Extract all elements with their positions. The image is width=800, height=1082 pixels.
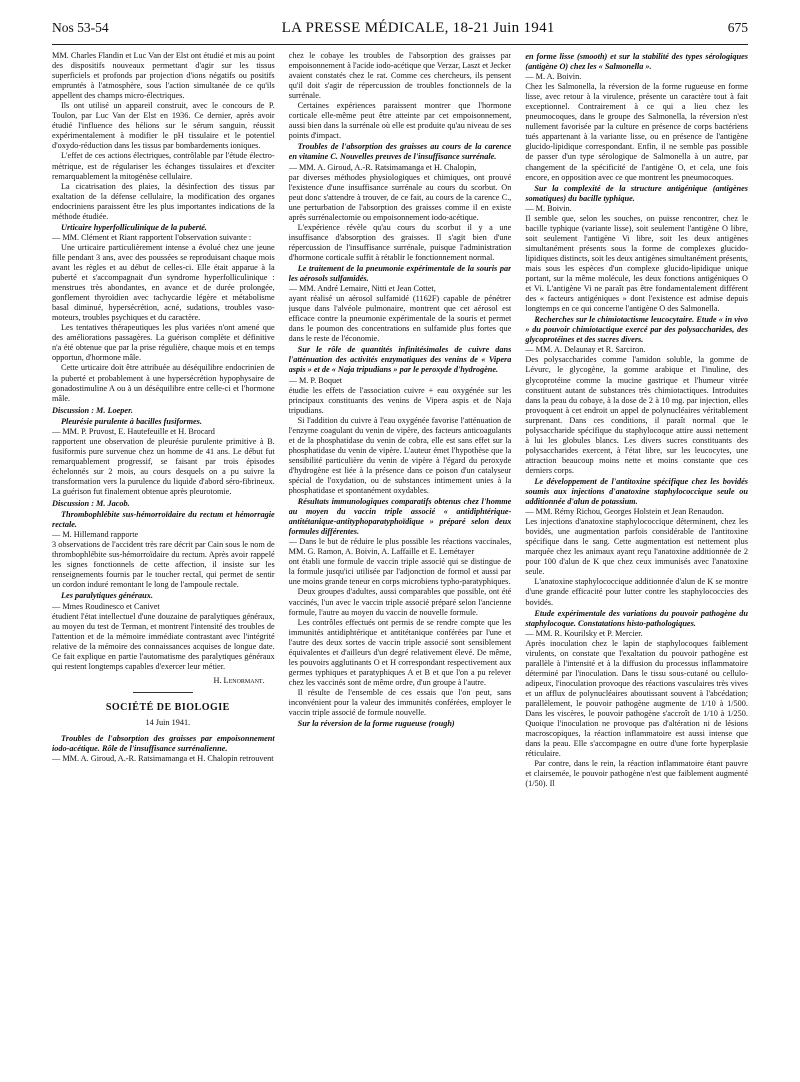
column-1 xyxy=(52,51,275,1074)
paragraph: Les contrôles effectués ont permis de se rendre compte que les immunités antidiphtérique et antitétanique conférées par l'une et l'autre des deux sortes de vaccin triple associé sont sensiblement équivalentes et d'ailleurs d'un degré relativement élevé. De même, les pouvoirs agglutinants O et H correspondant respectivement aux germes typhiques et paratyphiques A et B et que l'on a pu relever chez les vaccinés sont de même ordre, d'un groupe à l'autre. xyxy=(288,617,512,687)
section-authors: — MM. A. Delaunay et R. Sarciron. xyxy=(525,345,646,355)
section-authors: — MM. A. Giroud, A.-R. Ratsimamanga et H. Chalopin, xyxy=(288,162,477,172)
paragraph: chez le cobaye les troubles de l'absorption des graisses par empoisonnement à l'acide iodo-acétique que Verzar, Laszt et Jecker avaient constatés chez le rat. Comme ces chercheurs, ils pensent qu'il doit s'agir de répercussion de troubles fonctionnels de la surrénale. xyxy=(288,51,512,101)
issue-number: Nos 53-54 xyxy=(52,20,109,35)
section-authors: — MM. R. Kourilsky et P. Mercier. xyxy=(525,628,643,638)
paragraph: Certaines expériences paraissent montrer que l'hormone corticale elle-même peut être atteinte par cet empoisonnement, aussi bien dans la surrénale où elle est produite qu'au niveau de ses points d'impact. xyxy=(288,101,512,141)
section-authors: — MM. Clément et Riant rapportent l'observation suivante : xyxy=(52,232,252,242)
section-authors: — MM. P. Pruvost, E. Hautefeuille et H. Brocard xyxy=(52,426,215,436)
paragraph: Par contre, dans le rein, la réaction inflammatoire étant pauvre et clairsemée, le pouvoir pathogène n'est que faiblement augmenté (1/50). Il xyxy=(525,759,748,789)
paragraph: ayant réalisé un aérosol sulfamidé (1162F) capable de pénétrer jusque dans l'alvéole pulmonaire, montrent que cet aérosol est efficace contre la pneumonie expérimentale de la souris et permet dans le poumon des concentrations en sulfamide plus fortes que dans le reste de l'économie. xyxy=(288,294,512,344)
section-title: Recherches sur le chimiotactisme leucocytaire. Etude « in vivo » du pouvoir chimiotactique exercé par des polysaccharides, des glycoprotéines et des sucres divers. xyxy=(525,315,748,345)
section-title: Résultats immunologiques comparatifs obtenus chez l'homme au moyen du vaccin triple associé « antidiphtérique-antitétanique-antityphoparatyphoïdique » préparé selon deux formules différentes. xyxy=(288,497,512,537)
section-title: Le traitement de la pneumonie expérimentale de la souris par les aérosols sulfamidés. xyxy=(288,263,512,284)
paragraph: Les tentatives thérapeutiques les plus variées n'ont amené que des améliorations passagères. La guérison complète et définitive n'a été obtenue que par la prise régulière, chaque mois et en temps opportun, d'hormone mâle. xyxy=(52,323,275,363)
section-authors: — MM. A. Giroud, A.-R. Ratsimamanga et H. Chalopin retrouvent xyxy=(52,754,274,764)
section-authors: — MM. Rémy Richou, Georges Holstein et Jean Renaudon. xyxy=(525,507,724,517)
paragraph: 3 observations de l'accident très rare décrit par Cain sous le nom de thrombophlébite sus-hémorroïdaire du rectum. Après avoir rappelé les signes fonctionnels de cette affection, il insiste sur les renseignements fournis par le toucher rectal, qui permet de sentir un cordon induré remontant le long de l'ampoule rectale. xyxy=(52,540,275,590)
paragraph: Il semble que, selon les souches, on puisse rencontrer, chez le bacille typhique (variante lisse), soit seulement l'antigène O libre, soit seulement l'antigène Vi libre, soit les deux antigènes simultanément présents sous la forme de complexes glucido-lipidiques distincts, soit les deux antigènes simultanément présents, mais sous les espèces d'un complexe glucido-lipidique unique portant, sur la même molécule, les deux fonctions antigéniques O et Vi. L'antigène Vi ne paraît pas être fondamentalement différent des « facteurs antigéniques » dont l'existence est admise depuis longtemps en ce qui concerne l'antigène O des Salmonella. xyxy=(525,213,748,314)
paragraph: Cette urticaire doit être attribuée au déséquilibre endocrinien de la puberté et probablement à une hypersécrétion hypophysaire de gonadostimuline A ou à un déséquilibre entre celle-ci et l'hormone mâle. xyxy=(52,363,275,403)
society-heading: SOCIÉTÉ DE BIOLOGIE xyxy=(105,701,230,713)
paragraph: ont établi une formule de vaccin triple associé qui se distingue de la formule jusqu'ici utilisée par l'adjonction de formol et aussi par une moins grande teneur en corps microbiens typho-paratyphiques. xyxy=(288,557,512,587)
paragraph: Si l'addition du cuivre à l'eau oxygénée favorise l'atténuation de l'enzyme coagulant du venin de vipère, des facteurs anticoagulants et de la phosphatidase du venin de cobra, elle est sans effet sur la phosphatidase du venin de vipère. L'auteur émet l'hypothèse que la sensibilité particulière du venin de vipère à l'égard du peroxyde d'hydrogène est liée à la présence dans ce poison d'un catalyseur spécial de l'oxydation, ou de substances intimement unies à la phosphatidase et spontanément oxydables. xyxy=(288,415,512,496)
section-title: Le développement de l'antitoxine spécifique chez les bovidés soumis aux injections d'anatoxine staphylococcique seule ou additionnée d'alun de potassium. xyxy=(525,476,748,507)
paragraph: Deux groupes d'adultes, aussi comparables que possible, ont été vaccinés, l'un avec le vaccin triple associé préparé selon l'ancienne formule, l'autre au moyen du vaccin de nouvelle formule. xyxy=(288,587,512,617)
section-authors: — M. P. Boquet xyxy=(288,375,343,385)
paragraph: Chez les Salmonella, la réversion de la forme rugueuse en forme lisse, avec retour à la virulence, présente un caractère tout à fait exceptionnel. Contrairement à ce qui a lieu chez les pneumocoques, dans le groupe des Salmonella, la réversion n'est nullement favorisée par la culture en présence de corps bactériens tués appartenant à la variante lisse, ou en présence de l'antigène glucido-lipidique correspondant. Enfin, il ne semble pas possible de passer d'un type sérologique de Salmonella à un autre, par changement de la spécificité de l'antigène O, et cela, une fois encore, en opposition avec ce que montrent les pneumocoques. xyxy=(525,82,748,182)
society-date: 14 Juin 1941. xyxy=(145,717,191,727)
paragraph: MM. Charles Flandin et Luc Van der Elst ont étudié et mis au point des dispositifs nouveaux permettant d'agir sur les tissus superficiels et profonds par projection d'ions négatifs ou positifs empruntés à l'atmosphère, sous l'action simultanée de ce qu'ils appellent des champs micro-électriques. xyxy=(52,51,275,101)
section-title: Urticaire hyperfolliculinique de la puberté. xyxy=(61,222,207,232)
paragraph: rapportent une observation de pleurésie purulente primitive à B. fusiformis pure survenue chez un homme de 41 ans. Le début fut remarquablement progressif, se faisant par trois épisodes échelonnés sur 2 mois, au cours desquels on a pu suivre la transformation vers la purulence du liquide d'abord séro-fibrineux. La guérison fut finalement obtenue après pleurotomie. xyxy=(52,436,275,497)
paragraph: étudient l'état intellectuel d'une douzaine de paralytiques généraux, au moyen du test de Terman, et montrent l'intensité des troubles de l'attention et de la mémoire immédiate contrastant avec l'intégrité relative de la mémoire des connaissances acquises de longue date. Ce fait explique en partie l'automatisme des paralytiques généraux qui restent longtemps capables d'exercer leur métier. xyxy=(52,611,275,671)
section-authors: — Mmes Roudinesco et Canivet xyxy=(52,601,160,611)
paragraph: Il résulte de l'ensemble de ces essais que l'on peut, sans inconvénient pour la valeur des immunités conférées, employer le vaccin triple associé de formule nouvelle. xyxy=(288,687,512,718)
paragraph: L'expérience révèle qu'au cours du scorbut il y a une insuffisance d'absorption des graisses. Il s'agit bien d'une répercussion de l'insuffisance surrénale, puisque l'administration d'hormone corticale suffit à rétablir le fonctionnement normal. xyxy=(288,222,512,262)
paragraph: par diverses méthodes physiologiques et chimiques, ont prouvé l'existence d'une insuffisance surrénale au cours du scorbut. On peut donc s'attendre à trouver, de ce fait, au cours de la carence C., une perturbation de l'absorption des graisses comme il en existe après surrénalectomie ou empoisonnement iodo-acétique. xyxy=(288,172,512,222)
discussion-line xyxy=(52,499,275,509)
paragraph: L'anatoxine staphylococcique additionnée d'alun de K se montre d'une grande efficacité pour lutter contre les staphylococcies des bovidés. xyxy=(525,577,748,607)
paragraph: Ils ont utilisé un appareil construit, avec le concours de P. Toulon, par Luc Van der Elst en 1936. Ce dernier, après avoir étudié l'influence des hélions sur le sérum sanguin, réussit expérimentalement à modifier le pH tissulaire et le potentiel d'oxydo-réduction dans les tissus par bombardements ioniques. xyxy=(52,101,275,151)
paragraph: L'effet de ces actions électriques, contrôlable par l'étude électro-métrique, est de régulariser les échanges tissulaires et d'exciter remarquablement la mitogénèse cellulaire. xyxy=(52,151,275,181)
section-title: Sur la réversion de la forme rugueuse (rough) xyxy=(297,719,455,729)
paragraph: Des polysaccharides comme l'amidon soluble, la gomme de Lévurc, le glycogène, la gomme arabique et l'inuline, des glycoprotéine comme la mucine gastrique et l'humeur vitrée constituent autant de substances très chimiotactiques. Introduites dans la peau du cobaye, à la dose de 2 à 10 mg. par injection, elles provoquent à cet endroit un appel de polynucléaires véritablement surprenant. Dans ces conditions, il paraît normal que le polysaccharide spécifique du staphylocoque attire aussi nettement à lui les globules blancs. Les divers sucres constituants des polysaccharides exercent, à l'état libre, sur les leucocytes, une attraction beaucoup moins nette et moins constante que ces derniers corps. xyxy=(525,355,748,475)
page-header xyxy=(52,20,748,42)
section-title: Les paralytiques généraux. xyxy=(61,591,153,601)
article-columns xyxy=(52,51,748,1074)
discussion-text: Discussion : M. Jacob. xyxy=(52,499,130,509)
section-title: Pleurésie purulente à bacilles fusiformes. xyxy=(61,416,202,426)
section-title: en forme lisse (smooth) et sur la stabilité des types sérologiques (antigène O) chez les « Salmonella ». xyxy=(525,52,748,72)
section-authors: — M. Hillemand rapporte xyxy=(52,530,139,540)
section-title: Troubles de l'absorption des graisses au cours de la carence en vitamine C. Nouvelles preuves de l'insuffisance surrénale. xyxy=(288,142,512,162)
page-number: 675 xyxy=(727,20,748,35)
column-2 xyxy=(289,51,512,1074)
paragraph: Les injections d'anatoxine staphylococcique déterminent, chez les bovidés, une augmentation parfois considérable de l'antitoxine spécifique dans le sang. Cette augmentation est nettement plus marquée chez les animaux ayant reçu l'anatoxine additionnée de 2 pour 100 d'alun de K que chez ceux immunisés avec l'anatoxine seule. xyxy=(525,517,748,577)
paragraph: Une urticaire particulièrement intense a évolué chez une jeune fille pendant 3 ans, avec des poussées se reproduisant chaque mois avant les règles et au début de celles-ci. Elle était apparue à la puberté et s'accompagnait d'un syndrome hyperfolliculinique : menstrues très abondantes, en avance et de durée prolongée, gonflement thyroïdien avec tachycardie légère et métabolisme basal diminué, hypersécrétion, acné, sudations, troubles vaso-moteurs, troubles psychiques et du caractère. xyxy=(52,242,275,323)
section-title: Sur la complexité de la structure antigénique (antigènes somatiques) du bacille typhique. xyxy=(525,183,748,203)
section-authors: — M. Boivin. xyxy=(525,203,572,213)
section-title: Troubles de l'absorption des graisses par empoisonnement iodo-acétique. Rôle de l'insuffisance surrénalienne. xyxy=(52,734,275,754)
paragraph: Après inoculation chez le lapin de staphylocoques faiblement virulents, on constate que l'exaltation du pouvoir pathogène est parallèle à l'intensité et à la diffusion du processus inflammatoire déterminé par l'inoculation. Dans le tissu sous-cutané ou cellulo-adipeux, l'inoculation provoque des réactions vasculaires très vives et un afflux de polynucléaires aboutissant souvent à l'abcédation; parallèlement, le pouvoir pathogène augmente de 1/10 à 1/500. Dans les viscères, le pouvoir pathogène s'accroît de 1/10 à 1/250. Quoique l'inoculation ne provoque pas d'altération ni de lésions macroscopiques, la réaction inflammatoire est aussi intense que dans la peau. Elle s'accompagne en outre d'une forte hyperplasie réticulaire. xyxy=(525,638,748,759)
section-authors: — MM. André Lemaire, Nitti et Jean Cottet, xyxy=(288,284,436,294)
paragraph: La cicatrisation des plaies, la désinfection des tissus par exaltation de la défense cellulaire, la modification des organes endocriniens paraissent être les plus importantes indications de la méthode étudiée. xyxy=(52,181,275,221)
header-rule xyxy=(52,44,748,45)
section-divider xyxy=(133,692,193,693)
section-authors: — M. A. Boivin. xyxy=(525,72,582,82)
discussion-line xyxy=(52,406,275,416)
section-authors: — Dans le but de réduire le plus possible les réactions vaccinales, MM. G. Ramon, A. Boivin, A. Laffaille et E. Lemétayer xyxy=(288,537,512,557)
section-title: Thrombophlébite sus-hémorroïdaire du rectum et hémorragie rectale. xyxy=(52,510,275,530)
paragraph: étudie les effets de l'association cuivre + eau oxygénée sur les principaux constituants des venins de Vipera aspis et de Naja tripudians. xyxy=(288,385,512,415)
journal-title: LA PRESSE MÉDICALE, 18-21 Juin 1941 xyxy=(281,20,555,36)
author-signature: H. Lenormant. xyxy=(213,675,265,685)
section-title: Etude expérimentale des variations du pouvoir pathogène du staphylocoque. Constatations histo-pathologiques. xyxy=(525,608,748,628)
section-title: Sur le rôle de quantités infinitésimales de cuivre dans l'atténuation des activités enzymatiques des venins de « Vipera aspis » et de « Naja tripudians » par le peroxyde d'hydrogène. xyxy=(288,345,512,375)
discussion-text: Discussion : M. Loeper. xyxy=(52,405,133,415)
column-3 xyxy=(525,51,748,1074)
